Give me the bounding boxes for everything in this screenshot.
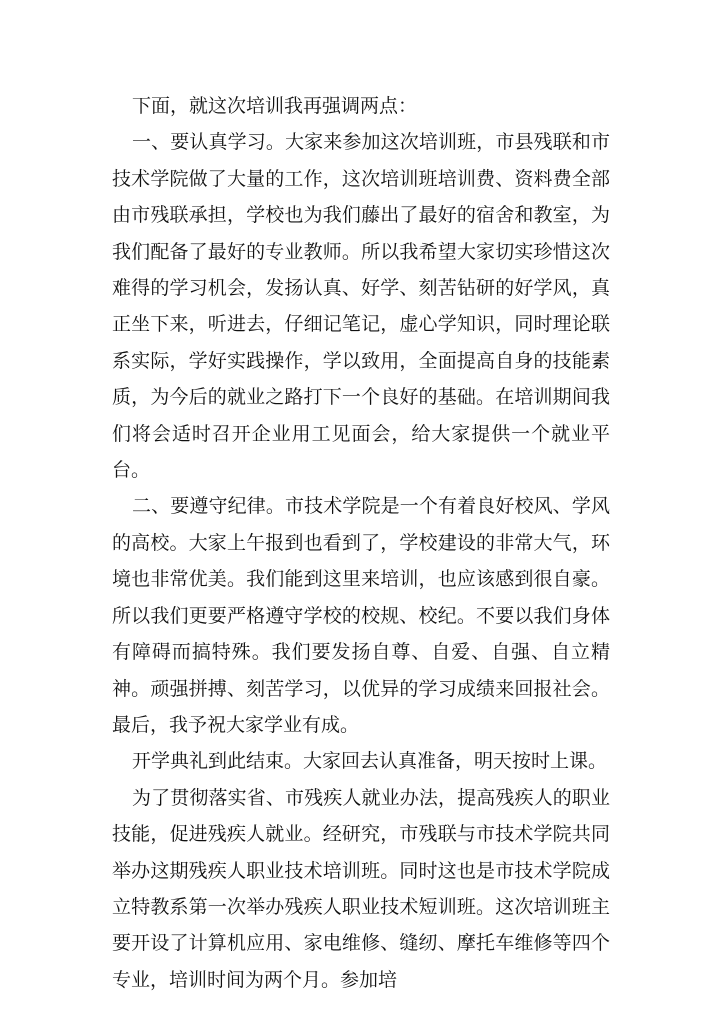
- paragraph-intro: 下面，就这次培训我再强调两点：: [131, 95, 417, 117]
- paragraph-closing: 开学典礼到此结束。大家回去认真准备，明天按时上课。: [131, 750, 607, 773]
- paragraph-background: 为了贯彻落实省、市残疾人就业办法，提高残疾人的职业技能，促进残疾人就业。经研究，市残联与市技术学院共同举办这期残疾人职业技术培训班。同时这也是市技术学院成立特教系第一次举办残疾人职业技术短训班。这次培训班主要开设了计算机应用、家电维修、缝纫、摩托车维修等四个专业，培训时间为两个月。参加培: [112, 786, 610, 991]
- paragraph-point-two: 二、要遵守纪律。市技术学院是一个有着良好校风、学风的高校。大家上午报到也看到了，学校建设的非常大气，环境也非常优美。我们能到这里来培训，也应该感到很自豪。所以我们更要严格遵守学校的校规、校纪。不要以我们身体有障碍而搞特殊。我们要发扬自尊、自爱、自强、自立精神。顽强拼搏、刻苦学习，以优异的学习成绩来回报社会。最后，我予祝大家学业有成。: [112, 495, 610, 736]
- paragraph-point-one: 一、要认真学习。大家来参加这次培训班，市县残联和市技术学院做了大量的工作，这次培训班培训费、资料费全部由市残联承担，学校也为我们藤出了最好的宿舍和教室，为我们配备了最好的专业教师。所以我希望大家切实珍惜这次难得的学习机会，发扬认真、好学、刻苦钻研的好学风，真正坐下来，听进去，仔细记笔记，虚心学知识，同时理论联系实际，学好实践操作，学以致用，全面提高自身的技能素质，为今后的就业之路打下一个良好的基础。在培训期间我们将会适时召开企业用工见面会，给大家提供一个就业平台。: [112, 131, 610, 482]
- document-body: [112, 88, 610, 998]
